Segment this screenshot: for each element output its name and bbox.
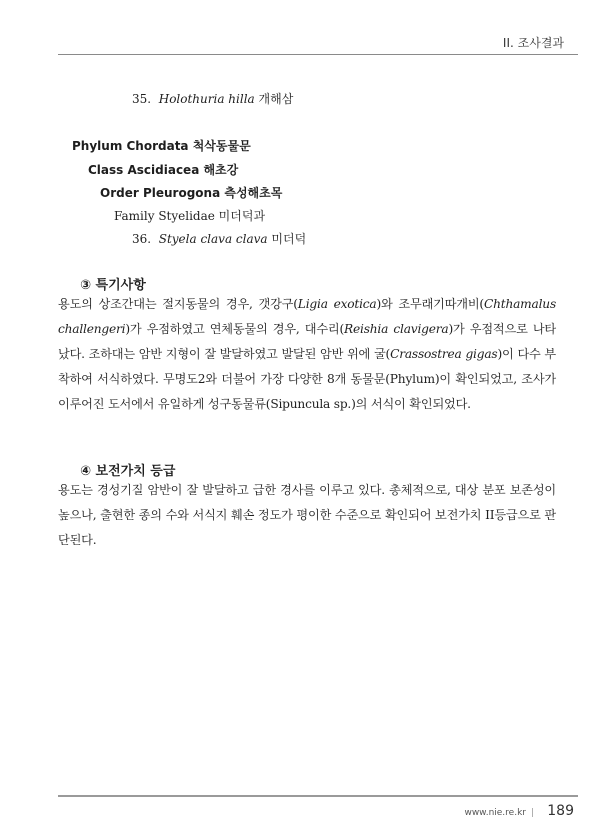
section-4-paragraph: 용도는 경성기질 암반이 잘 발달하고 급한 경사를 이루고 있다. 총체적으로, 대상 분포 보존성이 높으나, 출현한 종의 수와 서식지 훼손 정도가 평이한 수준으로 확인되어 보전가치 II등급으로 판단된다. <box>58 483 556 547</box>
section-3-paragraph <box>58 292 556 417</box>
species-36-korean-name: 미더덕 <box>271 232 307 246</box>
species-36-number: 36. <box>132 232 152 246</box>
phylum-line: Phylum Chordata 척삭동물문 <box>72 139 251 153</box>
order-line: Order Pleurogona 측성해초목 <box>100 186 283 200</box>
species-36-scientific-name: Styela clava clava <box>158 232 268 246</box>
text-run: )이 다수 부착하여 서식하였다. 무명도2와 더불어 가장 다양한 8개 동물문(Phylum)이 확인되었고, 조사가 이루어진 도서에서 유일하게 성구동물류(Sipuncula sp.)의 서식이 확인되었다. <box>58 347 557 411</box>
italic-species: Crassostrea gigas <box>390 347 498 361</box>
species-35-scientific-name: Holothuria hilla <box>158 92 255 106</box>
running-header: II. 조사결과 <box>502 36 564 50</box>
text-run: )와 조무래기따개비( <box>376 297 484 311</box>
class-line: Class Ascidiacea 해초강 <box>88 163 239 177</box>
species-36 <box>132 230 306 247</box>
page-number: 189 <box>547 803 574 819</box>
italic-species: Ligia exotica <box>297 297 377 311</box>
text-run: )가 우점적으로 나타났다. 조하대는 암반 지형이 잘 발달하였고 발달된 암반 위에 굴( <box>58 322 556 361</box>
italic-species: Reishia clavigera <box>344 322 449 336</box>
section-3-heading: ③ 특기사항 <box>80 278 146 293</box>
footer-divider <box>58 795 578 797</box>
section-4-heading: ④ 보전가치 등급 <box>80 464 176 479</box>
italic-species: Chthamalus challengeri <box>58 297 557 336</box>
species-35-number: 35. <box>132 92 152 106</box>
family-line: Family Styelidae 미더덕과 <box>114 209 266 223</box>
species-35 <box>132 90 293 107</box>
text-run: )가 우점하였고 연체동물의 경우, 대수리( <box>125 322 345 336</box>
header-divider <box>58 54 578 55</box>
footer-separator: | <box>530 808 534 818</box>
text-run: 용도의 상조간대는 절지동물의 경우, 갯강구( <box>58 297 298 311</box>
footer-url: www.nie.re.kr <box>464 808 526 818</box>
species-35-korean-name: 개해삼 <box>258 92 294 106</box>
